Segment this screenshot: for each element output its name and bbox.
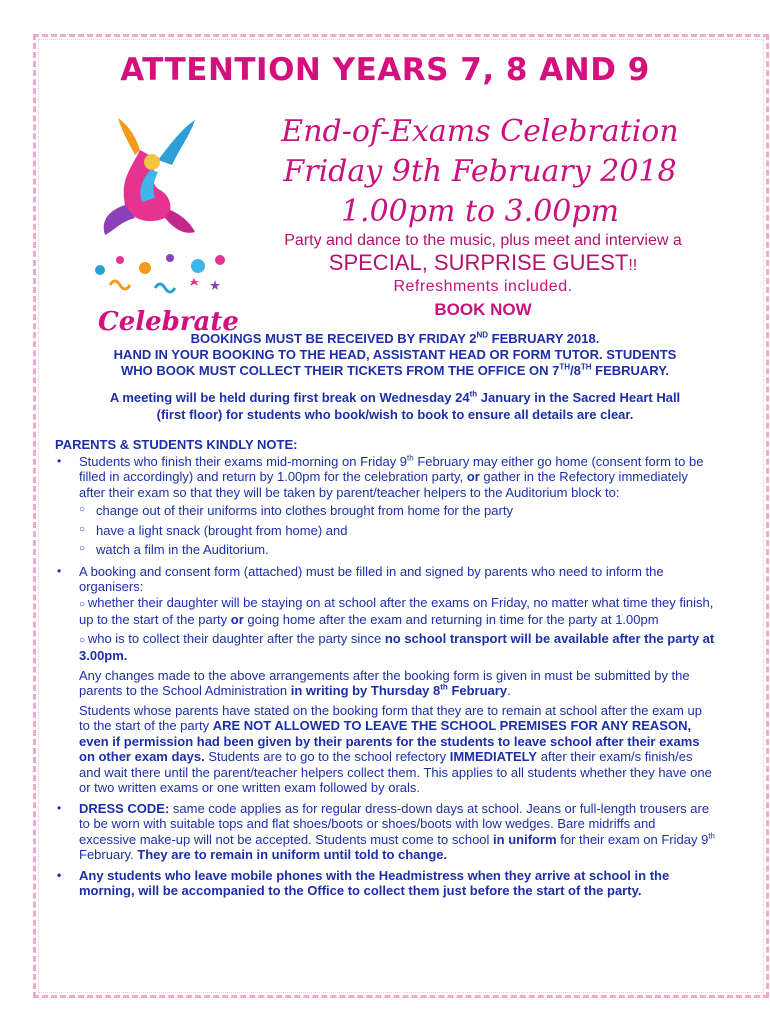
paragraph: Any changes made to the above arrangements after the booking form is given in must be submitted by the parents to the School Administration in writing by Thursday 8th February.: [79, 667, 690, 698]
refreshments-note: Refreshments included.: [393, 278, 573, 295]
surprise-guest-text: SPECIAL, SURPRISE GUEST: [328, 250, 629, 275]
celebration-illustration: [80, 110, 240, 340]
event-details: [250, 112, 710, 232]
notes-section: [55, 437, 715, 899]
confetti: [95, 254, 225, 292]
meeting-notice: [50, 389, 740, 423]
surprise-guest-suffix: !!: [628, 257, 638, 274]
notes-heading: PARENTS & STUDENTS KINDLY NOTE:: [55, 437, 298, 452]
event-title: End-of-Exams Celebration: [281, 114, 679, 149]
sub-list-item: ○ have a light snack (brought from home) and: [79, 523, 715, 539]
list-item: • Any students who leave mobile phones with the Headmistress when they arrive at school in the morning, will be accompanied to the Office to collect them just before the start of the party.: [55, 868, 715, 899]
sub-list-item: ○ whether their daughter will be staying on at school after the exams on Friday, no matter what time they finish, up to the start of the party or going home after the exam and returning in time for the party at 1.00pm: [79, 594, 714, 627]
sub-list-item: ○ who is to collect their daughter after the party since no school transport will be available after the party at 3.00pm.: [79, 630, 715, 663]
event-date: Friday 9th February 2018: [283, 154, 677, 189]
bookings-line-2: HAND IN YOUR BOOKING TO THE HEAD, ASSISTANT HEAD OR FORM TUTOR. STUDENTS: [113, 347, 677, 362]
list-item: • Students who finish their exams mid-morning on Friday 9th February may either go home (consent form to be filled in accordingly) and return by 1.00pm for the celebration party, or gather in the Refectory immediately after their exam so that they will be taken by parent/teacher helpers to the Auditorium block to:: [55, 454, 715, 501]
list-item: • A booking and consent form (attached) must be filled in and signed by parents who need to inform the organisers:: [55, 564, 715, 595]
bookings-line-3: WHO BOOK MUST COLLECT THEIR TICKETS FROM THE OFFICE ON 7TH/8TH FEBRUARY.: [120, 362, 670, 378]
party-description: Party and dance to the music, plus meet and interview a: [284, 232, 682, 249]
headline: ATTENTION YEARS 7, 8 AND 9: [120, 52, 650, 88]
event-time: 1.00pm to 3.00pm: [340, 194, 620, 229]
list-item: • DRESS CODE: same code applies as for regular dress-down days at school. Jeans or full-length trousers are to be worn with suitable tops and flat shoes/boots or shoes/boots with low wedges. Bare midriffs and excessive make-up will not be accepted. Students must come to school in uniform for their exam on Friday 9th February. They are to remain in uniform until told to change.: [55, 801, 715, 863]
dancer-figure: [104, 118, 195, 235]
sub-list-item: ○ watch a film in the Auditorium.: [79, 542, 715, 558]
meeting-line-2: (first floor) for students who book/wish to book to ensure all details are clear.: [156, 407, 634, 422]
bookings-notice: [50, 331, 740, 379]
meeting-line-1: A meeting will be held during first break on Wednesday 24th January in the Sacred Heart Hall: [109, 389, 681, 405]
surprise-guest: [248, 250, 718, 276]
book-now-heading: BOOK NOW: [434, 300, 532, 319]
sub-list-item: ○ change out of their uniforms into clothes brought from home for the party: [79, 503, 715, 519]
bookings-line-1: BOOKINGS MUST BE RECEIVED BY FRIDAY 2ND FEBRUARY 2018.: [190, 330, 600, 346]
paragraph: Students whose parents have stated on the booking form that they are to remain at school after the exam up to the start of the party ARE NOT ALLOWED TO LEAVE THE SCHOOL PREMISES FOR ANY REASON, even if permission had been given by their parents for the students to leave school after their exams on other exam days. Students are to go to the school refectory IMMEDIATELY after their exam/s finish/es and wait there until the parent/teacher helpers collect them. This applies to all students whether they have one or two written exams or one written exam followed by orals.: [79, 702, 712, 795]
celebrate-wordmark: Celebrate: [98, 307, 239, 337]
